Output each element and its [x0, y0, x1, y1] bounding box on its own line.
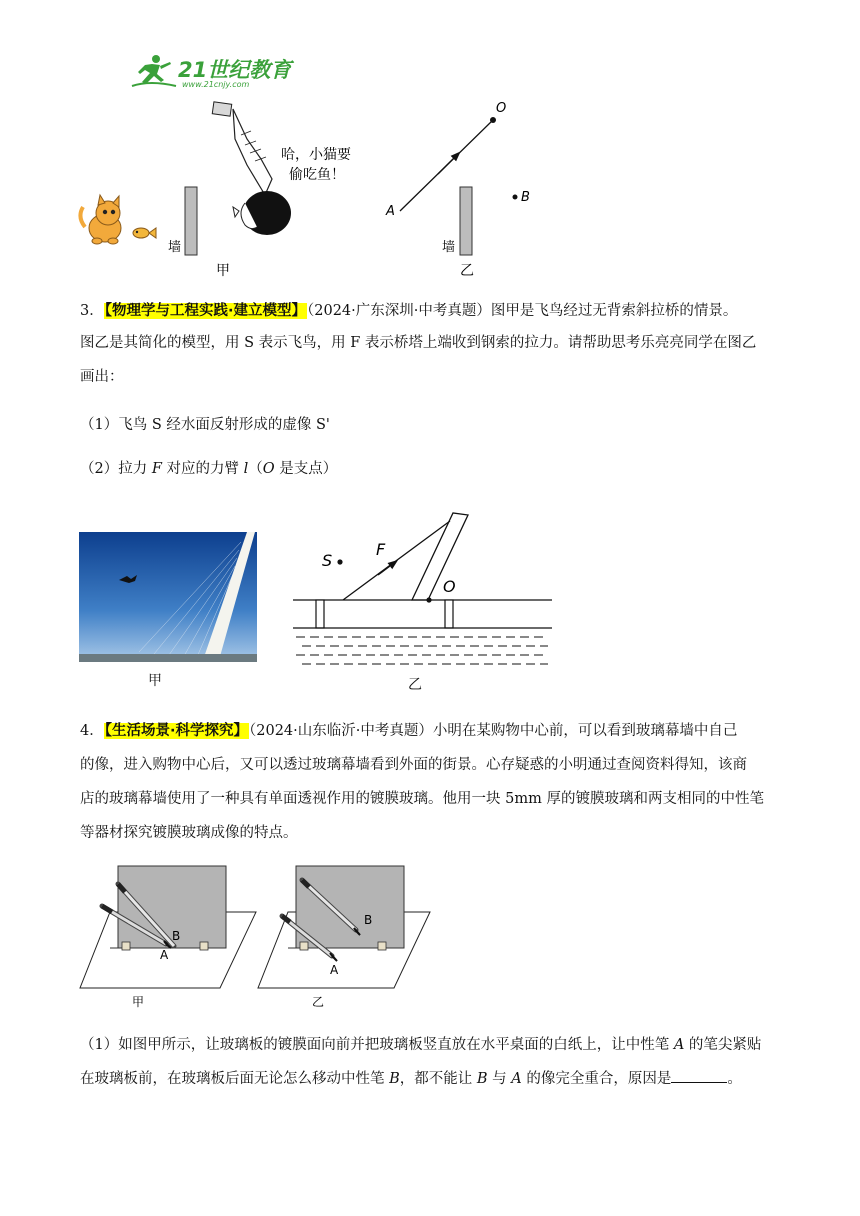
- q4-line2: [80, 752, 780, 778]
- q3-fig-label-jia: 甲: [148, 673, 162, 689]
- answer-blank[interactable]: [671, 1068, 727, 1083]
- label-B-jia: B: [172, 929, 181, 943]
- figure-label-yi-top: 乙: [460, 263, 474, 279]
- point-O: [490, 117, 496, 123]
- q3-sub2-mid: 对应的力臂: [161, 461, 244, 477]
- q3-sub2-O: O: [262, 461, 275, 477]
- q4-text-1: 小明在某购物中心前，可以看到玻璃幕墙中自己: [432, 723, 738, 739]
- q4-sub1-B: B: [389, 1071, 400, 1087]
- fig-label-jia-q4: 甲: [132, 995, 145, 1009]
- label-B-yi: B: [364, 913, 373, 927]
- q4-sub1-B2: B: [476, 1071, 488, 1087]
- label-B-top: B: [521, 190, 530, 205]
- fish-icon: [133, 228, 156, 238]
- wall-jia: [185, 187, 197, 255]
- q4-sub1-text-a: （1）如图甲所示，让玻璃板的镀膜面向前并把玻璃板竖直放在水平桌面的白纸上，让中性笔: [80, 1037, 674, 1053]
- fig-label-yi-q4: 乙: [312, 995, 325, 1009]
- q3-sub2-paren: （: [248, 461, 263, 477]
- person-mirror-icon: [212, 102, 291, 235]
- figure-label-jia-top: 甲: [216, 263, 230, 279]
- glass-experiment-jia: [78, 862, 260, 1012]
- q4-number: 4．: [80, 723, 104, 739]
- label-A-top: A: [386, 204, 395, 219]
- q3-sub1-text: （1）飞鸟 S 经水面反射形成的虚像 S': [80, 417, 330, 433]
- logo-runner-icon: [130, 52, 178, 92]
- label-O-top: O: [496, 101, 507, 116]
- wall-label-jia: 墙: [168, 240, 182, 255]
- q3-sub1: [80, 412, 780, 438]
- q4-sub1-line1: [80, 1032, 780, 1058]
- bridge-model: [290, 505, 555, 670]
- q4-tag: 【生活场景·科学探究】: [104, 723, 248, 739]
- q4-sub1-A2: A: [511, 1071, 522, 1087]
- q4-text-2: 的像，进入购物中心后，又可以透过玻璃幕墙看到外面的街景。心存疑惑的小明通过查阅资料得知，该商: [80, 757, 747, 773]
- ray-arrow: [438, 155, 457, 174]
- figure-top-jia: [75, 95, 375, 285]
- q3-paragraph: [80, 298, 780, 324]
- q3-source: （2024·广东深圳·中考真题）: [307, 303, 491, 319]
- q3-sub2-pre: （2）拉力: [80, 461, 152, 477]
- label-A-yi: A: [330, 963, 339, 977]
- q3-tag: 【物理学与工程实践·建立模型】: [104, 303, 306, 319]
- logo: [130, 52, 300, 92]
- q4-line1: [80, 718, 780, 744]
- bridge-photo: [79, 532, 257, 662]
- q4-text-3: 店的玻璃幕墙使用了一种具有单面透视作用的镀膜玻璃。他用一块 5mm 厚的镀膜玻璃和两支相同的中性笔: [80, 791, 764, 807]
- q3-text-b: 图乙是其简化的模型，用 S 表示飞鸟，用 F 表示桥塔上端收到钢索的拉力。请帮助思考乐亮亮同学在图乙: [80, 335, 757, 351]
- q3-text-a: 图甲是飞鸟经过无背索斜拉桥的情景。: [490, 303, 738, 319]
- q4-sub1-text-d: ，都不能让: [399, 1071, 477, 1087]
- label-A-jia: A: [160, 948, 169, 962]
- q3-sub2-l: l: [243, 461, 249, 477]
- q3-line3: [80, 364, 780, 390]
- q3-sub2: [80, 456, 780, 482]
- label-O: O: [443, 577, 456, 596]
- logo-sub-text: www.21cnjy.com: [182, 80, 250, 89]
- cat-icon: [80, 195, 121, 244]
- label-F: F: [376, 540, 386, 559]
- q4-sub1-A1: A: [673, 1037, 685, 1053]
- wall-label-yi: 墙: [442, 240, 456, 255]
- pivot-O: [426, 597, 431, 602]
- q4-line4: [80, 820, 780, 846]
- q3-fig-label-yi: 乙: [408, 677, 422, 693]
- q4-sub1-text-f: 的像完全重合，原因是: [521, 1071, 672, 1087]
- q4-source: （2024·山东临沂·中考真题）: [249, 723, 433, 739]
- wall-yi: [460, 187, 472, 255]
- q4-sub1-text-e: 与: [487, 1071, 512, 1087]
- logo-main-text: 21世纪教育: [178, 58, 292, 82]
- q3-sub2-F: F: [151, 461, 162, 477]
- q4-sub1-text-c: 在玻璃板前，在玻璃板后面无论怎么移动中性笔: [80, 1071, 390, 1087]
- q3-line2: [80, 330, 780, 356]
- q4-text-4: 等器材探究镀膜玻璃成像的特点。: [80, 825, 298, 841]
- figure-top-yi: [378, 95, 548, 285]
- speech-line1: 哈，小猫要: [281, 147, 351, 163]
- speech-line2: 偷吃鱼！: [289, 167, 345, 183]
- point-B: [513, 195, 518, 200]
- q3-number: 3．: [80, 303, 104, 319]
- q3-text-c: 画出：: [80, 369, 124, 385]
- q4-sub1-text-b: 的笔尖紧贴: [684, 1037, 762, 1053]
- q4-sub1-line2: [80, 1066, 780, 1092]
- q4-sub1-end: 。: [727, 1071, 742, 1087]
- q4-line3: [80, 786, 780, 812]
- glass-experiment-yi: [252, 862, 434, 1012]
- label-S: S: [322, 551, 333, 570]
- q3-sub2-end: 是支点）: [274, 461, 338, 477]
- bird-S-point: [337, 559, 342, 564]
